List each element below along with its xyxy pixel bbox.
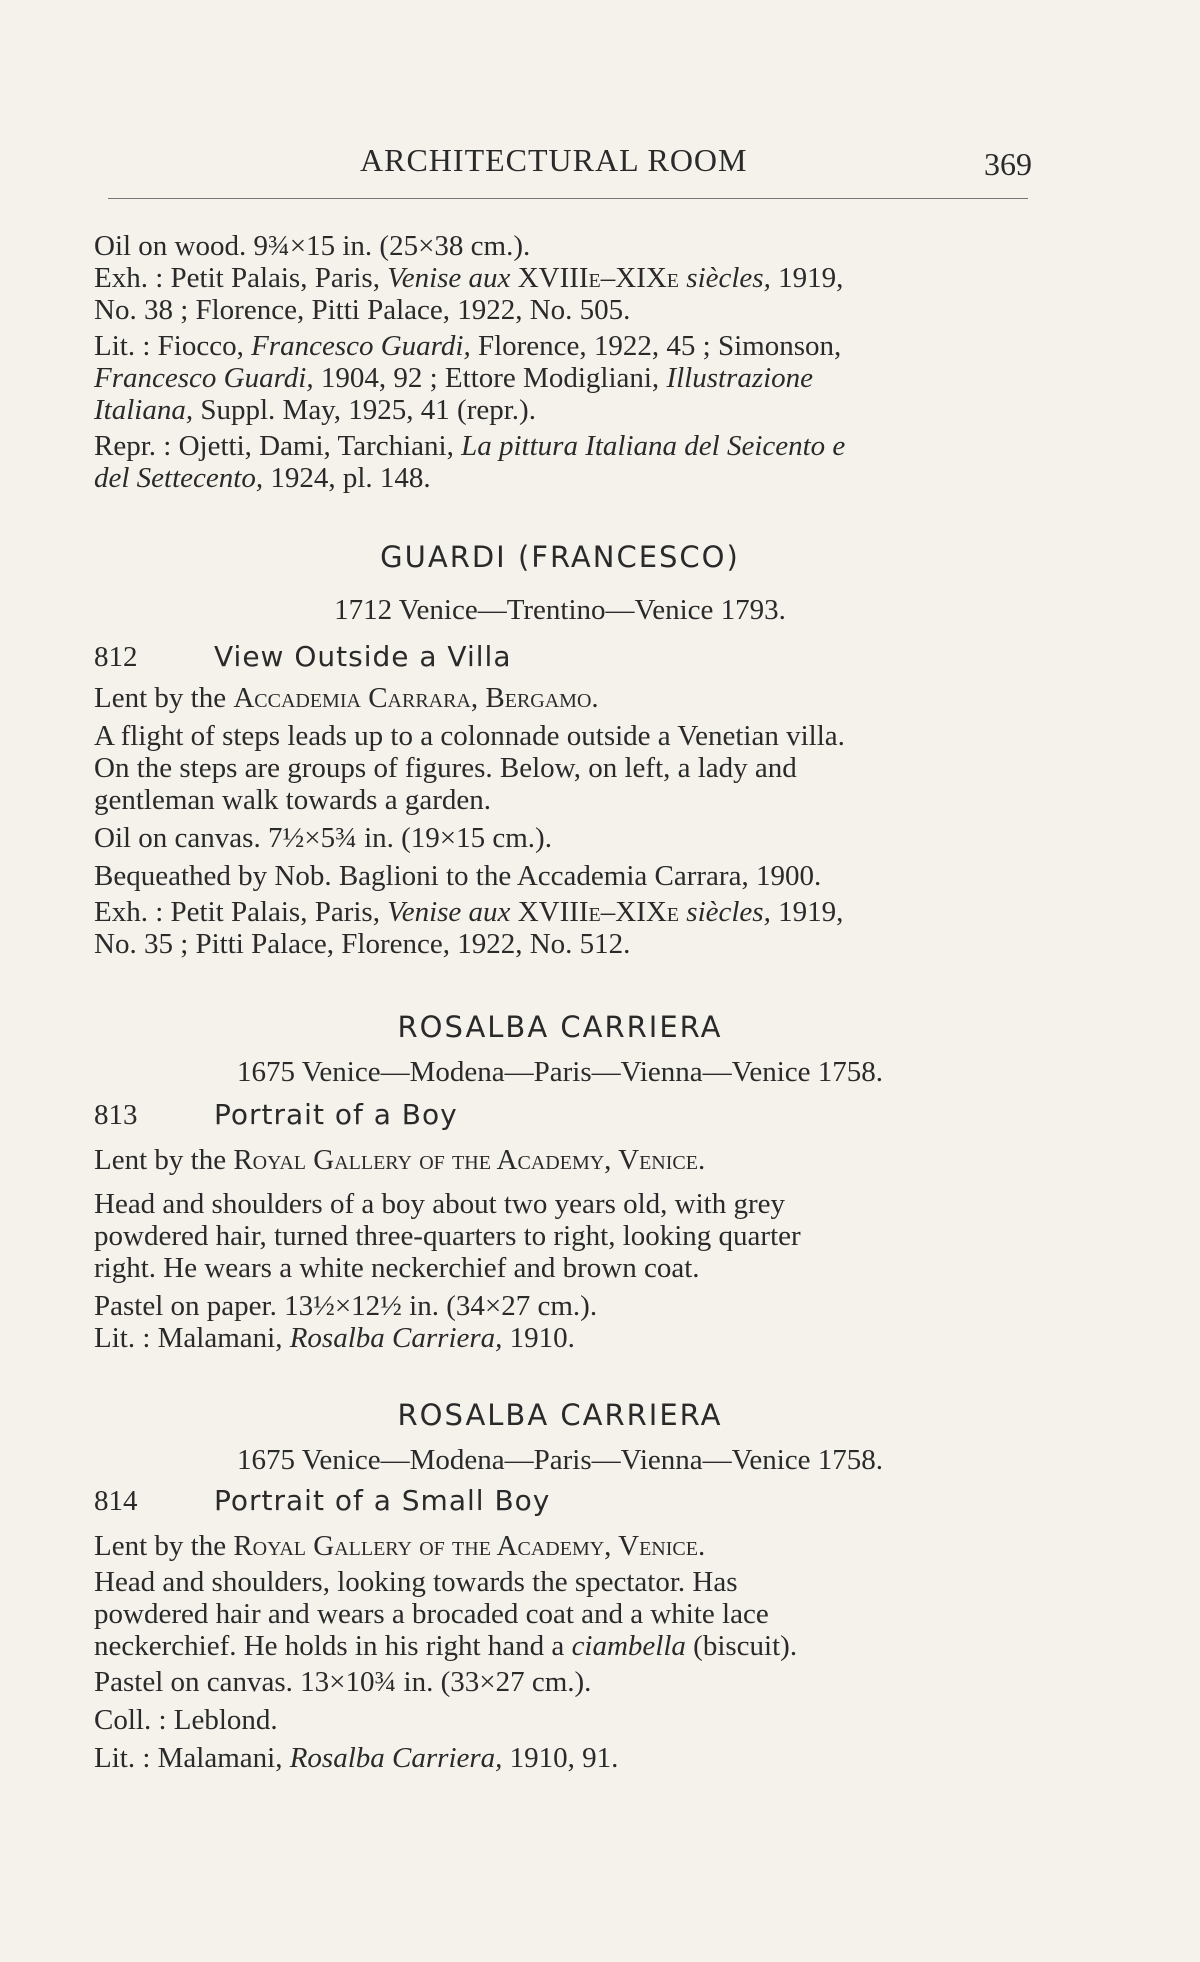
entry-813-lender: Lent by the Royal Gallery of the Academy, Venice. [94,1144,706,1176]
prev-reproduction-line-2: del Settecento, 1924, pl. 148. [94,462,431,494]
entry-813-header [94,1098,458,1132]
artist-heading-rosalba-2: ROSALBA CARRIERA [397,1398,723,1432]
entry-814-collection: Coll. : Leblond. [94,1704,278,1736]
entry-814-header [94,1484,550,1518]
entry-number: 814 [94,1485,138,1517]
entry-813-medium: Pastel on paper. 13½×12½ in. (34×27 cm.). [94,1290,598,1322]
artist-dates-rosalba-1: 1675 Venice—Modena—Paris—Vienna—Venice 1758. [236,1056,884,1088]
artist-heading-guardi: GUARDI (FRANCESCO) [380,540,740,574]
entry-814-description: Head and shoulders, looking towards the spectator. Has powdered hair and wears a brocaded coat and a white lace neckerchief. He holds in his right hand a ciambella (biscuit). [94,1566,798,1662]
entry-title: Portrait of a Boy [214,1098,458,1131]
entry-812-lender: Lent by the Accademia Carrara, Bergamo. [94,682,599,714]
entry-number: 812 [94,641,138,673]
page-number: 369 [984,146,1032,182]
artist-heading-rosalba-1: ROSALBA CARRIERA [397,1010,723,1044]
entry-812-exhibition-line-2: No. 35 ; Pitti Palace, Florence, 1922, No. 512. [94,928,631,960]
entry-813-literature: Lit. : Malamani, Rosalba Carriera, 1910. [94,1322,575,1354]
entry-813-body [94,1144,1034,1354]
entry-814-medium: Pastel on canvas. 13×10¾ in. (33×27 cm.). [94,1666,592,1698]
header-rule [108,198,1028,199]
artist-dates-guardi: 1712 Venice—Trentino—Venice 1793. [334,594,786,626]
running-title: ARCHITECTURAL ROOM [360,142,748,178]
entry-812-bequest: Bequeathed by Nob. Baglioni to the Accademia Carrara, 1900. [94,860,822,892]
entry-title: Portrait of a Small Boy [214,1484,551,1517]
prev-literature-line-3: Italiana, Suppl. May, 1925, 41 (repr.). [94,394,536,426]
entry-814-lender: Lent by the Royal Gallery of the Academy, Venice. [94,1530,706,1562]
entry-812-body [94,682,1034,960]
prev-exhibition-line-2: No. 38 ; Florence, Pitti Palace, 1922, No. 505. [94,294,631,326]
prev-literature-line-2: Francesco Guardi, 1904, 92 ; Ettore Modigliani, Illustrazione [94,362,814,394]
previous-entry-continuation [94,230,1034,494]
artist-dates-rosalba-2: 1675 Venice—Modena—Paris—Vienna—Venice 1758. [236,1444,884,1476]
entry-number: 813 [94,1099,138,1131]
entry-812-header [94,640,511,674]
prev-medium: Oil on wood. 9¾×15 in. (25×38 cm.). [94,230,531,262]
entry-813-description: Head and shoulders of a boy about two years old, with grey powdered hair, turned three-quarters to right, looking quarter right. He wears a white neckerchief and brown coat. [94,1188,801,1284]
entry-812-exhibition-line-1: Exh. : Petit Palais, Paris, Venise aux XVIIIe–XIXe siècles, 1919, [94,896,844,928]
entry-814-body [94,1530,1034,1774]
prev-exhibition-line-1: Exh. : Petit Palais, Paris, Venise aux XVIIIe–XIXe siècles, 1919, [94,262,844,294]
entry-title: View Outside a Villa [214,640,512,673]
entry-812-medium: Oil on canvas. 7½×5¾ in. (19×15 cm.). [94,822,552,854]
entry-812-description: A flight of steps leads up to a colonnade outside a Venetian villa. On the steps are groups of figures. Below, on left, a lady and gentleman walk towards a garden. [94,720,845,816]
entry-814-literature: Lit. : Malamani, Rosalba Carriera, 1910, 91. [94,1742,619,1774]
prev-reproduction-line-1: Repr. : Ojetti, Dami, Tarchiani, La pittura Italiana del Seicento e [94,430,846,462]
prev-literature-line-1: Lit. : Fiocco, Francesco Guardi, Florence, 1922, 45 ; Simonson, [94,330,842,362]
